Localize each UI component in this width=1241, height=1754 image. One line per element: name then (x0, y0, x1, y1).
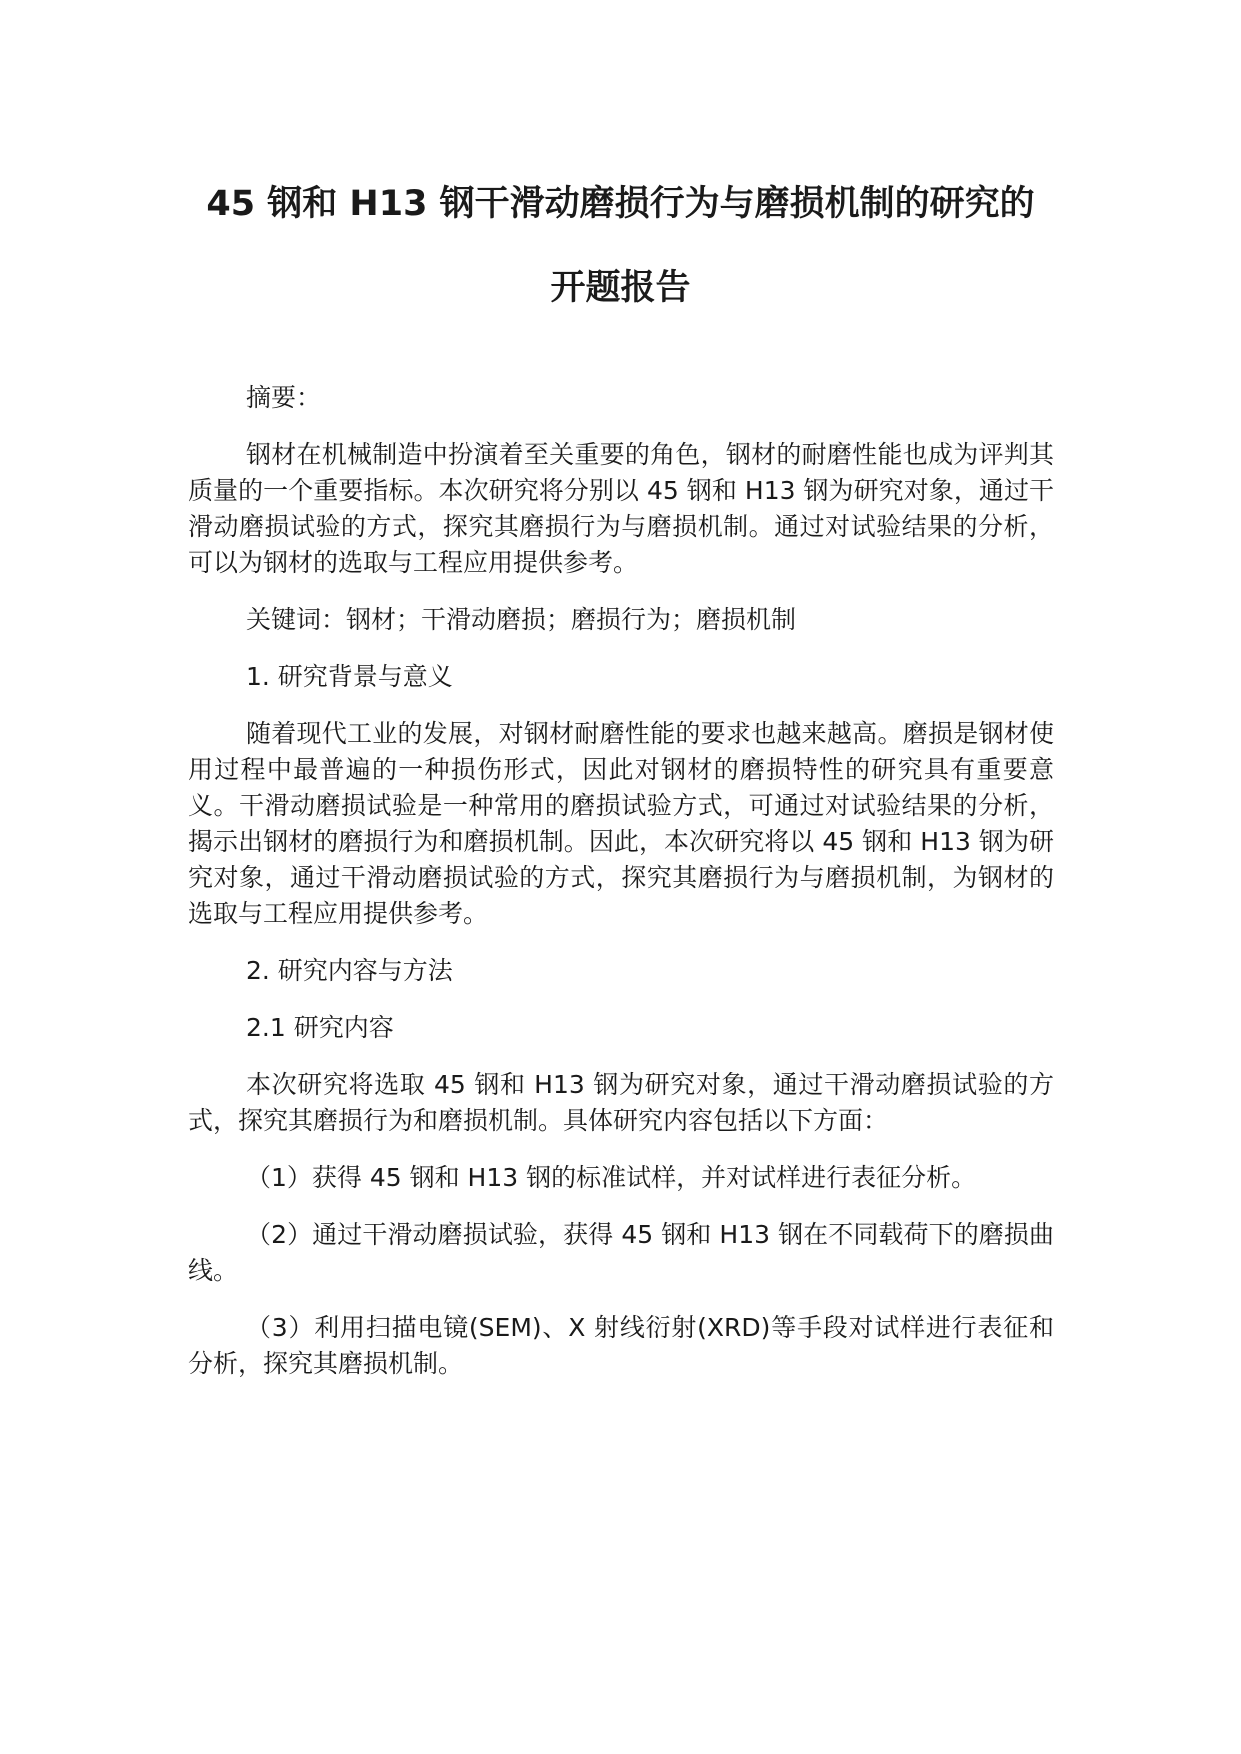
content-list-item-2: （2）通过干滑动磨损试验，获得 45 钢和 H13 钢在不同载荷下的磨损曲线。 (188, 1220, 1054, 1285)
content-intro-paragraph: 本次研究将选取 45 钢和 H13 钢为研究对象，通过干滑动磨损试验的方式，探究其磨损行为和磨损机制。具体研究内容包括以下方面： (188, 1070, 1054, 1135)
section-heading-content-method: 2. 研究内容与方法 (246, 956, 453, 985)
abstract-heading: 摘要： (246, 383, 322, 412)
section-heading-background: 1. 研究背景与意义 (246, 662, 453, 691)
content-list-item-3: （3）利用扫描电镜(SEM)、X 射线衍射(XRD)等手段对试样进行表征和分析，探究其磨损机制。 (188, 1313, 1054, 1378)
document-title-line-2: 开题报告 (550, 268, 691, 308)
document-title-line-1: 45 钢和 H13 钢干滑动磨损行为与磨损机制的研究的 (206, 184, 1035, 224)
abstract-paragraph: 钢材在机械制造中扮演着至关重要的角色，钢材的耐磨性能也成为评判其质量的一个重要指标。本次研究将分别以 45 钢和 H13 钢为研究对象，通过干滑动磨损试验的方式，探究其磨损行为与磨损机制。通过对试验结果的分析，可以为钢材的选取与工程应用提供参考。 (188, 440, 1054, 577)
subsection-heading-content: 2.1 研究内容 (246, 1013, 394, 1042)
document-body (188, 380, 1054, 1382)
background-paragraph: 随着现代工业的发展，对钢材耐磨性能的要求也越来越高。磨损是钢材使用过程中最普遍的一种损伤形式，因此对钢材的磨损特性的研究具有重要意义。干滑动磨损试验是一种常用的磨损试验方式，可通过对试验结果的分析，揭示出钢材的磨损行为和磨损机制。因此，本次研究将以 45 钢和 H13 钢为研究对象，通过干滑动磨损试验的方式，探究其磨损行为与磨损机制，为钢材的选取与工程应用提供参考。 (188, 719, 1054, 928)
keywords-line: 关键词：钢材；干滑动磨损；磨损行为；磨损机制 (246, 605, 797, 634)
content-list-item-1: （1）获得 45 钢和 H13 钢的标准试样，并对试样进行表征分析。 (246, 1163, 977, 1192)
